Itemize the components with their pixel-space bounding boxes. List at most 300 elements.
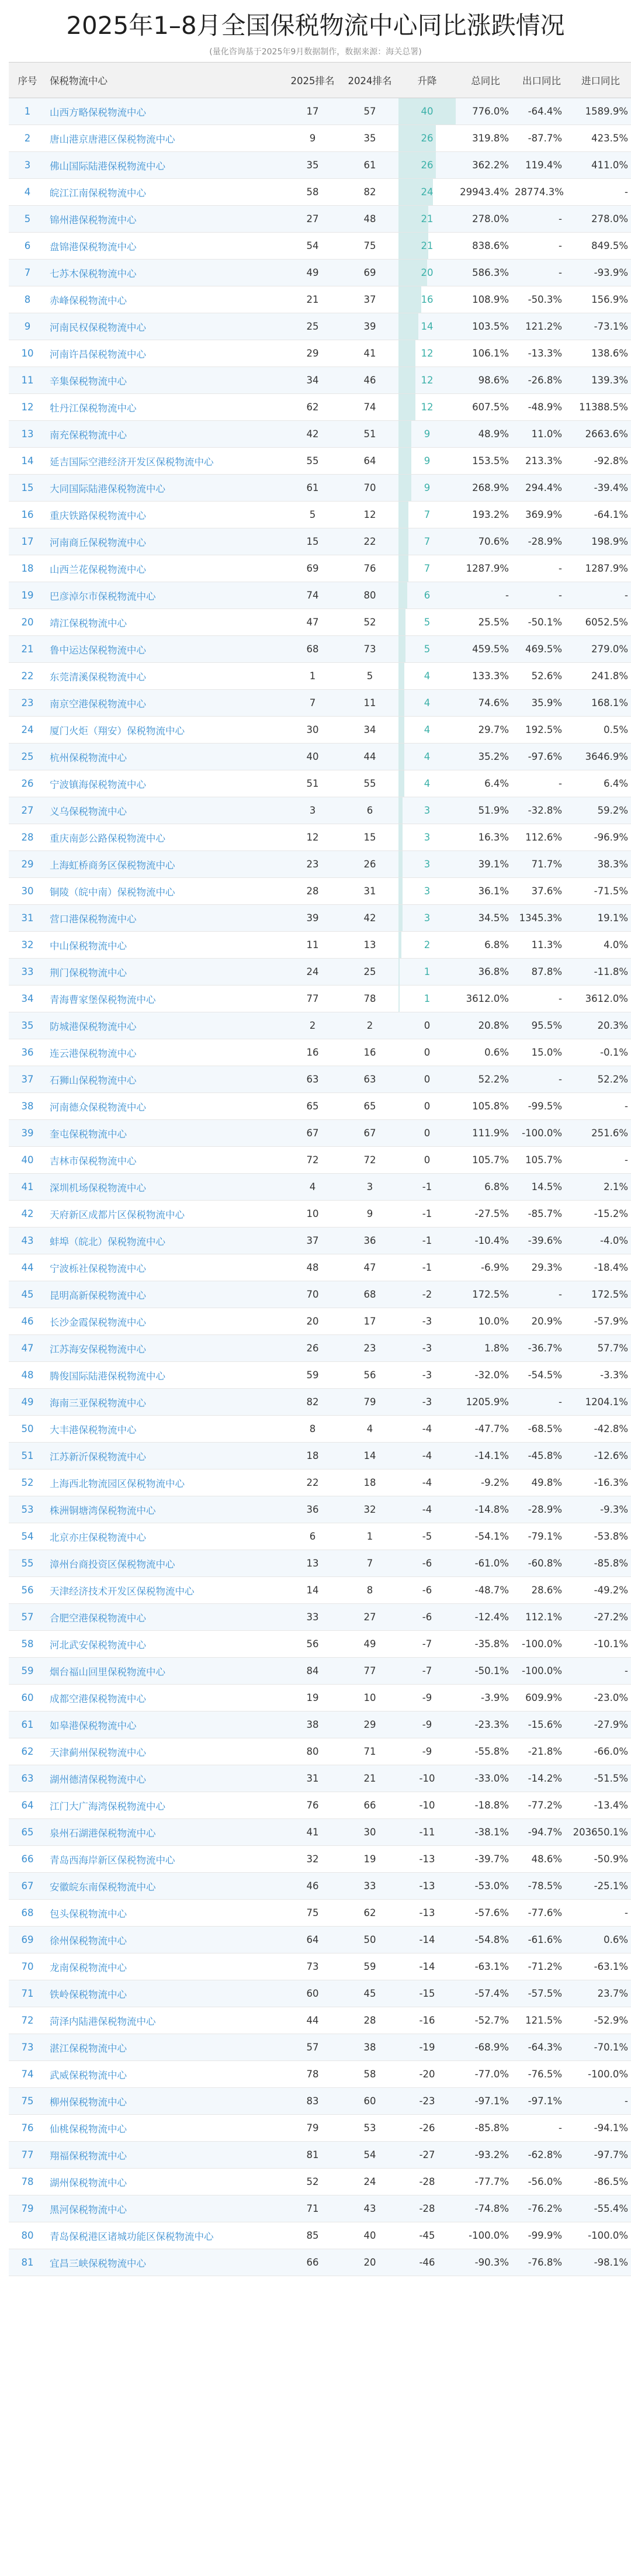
cell-index: 52 — [9, 1469, 46, 1496]
header-center-name: 保税物流中心 — [46, 63, 284, 98]
rank-change-value: -19 — [419, 2042, 435, 2053]
rank-change-bar — [398, 582, 407, 608]
cell-rank-2024: 13 — [341, 932, 398, 959]
cell-total-yoy: 459.5% — [456, 636, 515, 663]
cell-rank-change — [398, 959, 456, 986]
cell-import-yoy: -70.1% — [568, 2034, 631, 2061]
cell-import-yoy: -53.8% — [568, 1523, 631, 1550]
cell-export-yoy: 121.2% — [515, 313, 568, 340]
cell-total-yoy: 362.2% — [456, 152, 515, 179]
cell-import-yoy: -100.0% — [568, 2061, 631, 2088]
cell-index: 51 — [9, 1443, 46, 1469]
cell-total-yoy: 0.6% — [456, 1039, 515, 1066]
header-rank-change: 升降 — [398, 63, 456, 98]
rank-change-value: 9 — [424, 428, 431, 440]
cell-export-yoy: 29.3% — [515, 1254, 568, 1281]
cell-total-yoy: -77.0% — [456, 2061, 515, 2088]
cell-total-yoy: 29.7% — [456, 717, 515, 744]
cell-total-yoy: 111.9% — [456, 1120, 515, 1147]
cell-index: 42 — [9, 1201, 46, 1228]
cell-total-yoy: -14.8% — [456, 1496, 515, 1523]
cell-index: 35 — [9, 1012, 46, 1039]
cell-import-yoy: -4.0% — [568, 1228, 631, 1254]
cell-import-yoy: -94.1% — [568, 2115, 631, 2142]
cell-import-yoy: 4.0% — [568, 932, 631, 959]
cell-total-yoy: 106.1% — [456, 340, 515, 367]
rank-change-value: -28 — [419, 2203, 435, 2214]
cell-import-yoy: -98.1% — [568, 2249, 631, 2276]
cell-rank-2025: 6 — [284, 1523, 341, 1550]
cell-rank-2025: 32 — [284, 1846, 341, 1873]
cell-center-name: 成都空港保税物流中心 — [46, 1685, 284, 1711]
cell-center-name: 重庆南彭公路保税物流中心 — [46, 824, 284, 851]
cell-total-yoy: 98.6% — [456, 367, 515, 394]
cell-import-yoy: -49.2% — [568, 1577, 631, 1604]
cell-export-yoy: -56.0% — [515, 2169, 568, 2195]
cell-rank-2025: 18 — [284, 1443, 341, 1469]
cell-center-name: 吉林市保税物流中心 — [46, 1147, 284, 1174]
cell-index: 2 — [9, 125, 46, 152]
rank-change-value: 4 — [424, 751, 431, 762]
table-row — [9, 1201, 631, 1228]
rank-change-bar — [398, 609, 405, 635]
cell-rank-2025: 26 — [284, 1335, 341, 1362]
cell-import-yoy: 198.9% — [568, 528, 631, 555]
cell-rank-2024: 67 — [341, 1120, 398, 1147]
cell-rank-2025: 19 — [284, 1685, 341, 1711]
cell-rank-change — [398, 824, 456, 851]
cell-export-yoy: 48.6% — [515, 1846, 568, 1873]
rank-change-value: 7 — [424, 536, 431, 547]
cell-center-name: 辛集保税物流中心 — [46, 367, 284, 394]
cell-import-yoy: -42.8% — [568, 1416, 631, 1443]
table-row — [9, 1120, 631, 1147]
cell-import-yoy: 38.3% — [568, 851, 631, 878]
cell-center-name: 湛江保税物流中心 — [46, 2034, 284, 2061]
cell-rank-2024: 14 — [341, 1443, 398, 1469]
rank-change-value: 7 — [424, 563, 431, 574]
cell-export-yoy: 28774.3% — [515, 179, 568, 206]
table-row — [9, 878, 631, 905]
rank-change-value: 16 — [421, 294, 434, 305]
table-row — [9, 2034, 631, 2061]
cell-index: 8 — [9, 286, 46, 313]
cell-import-yoy: 1287.9% — [568, 555, 631, 582]
cell-index: 12 — [9, 394, 46, 421]
cell-rank-2024: 65 — [341, 1093, 398, 1120]
cell-export-yoy: -68.5% — [515, 1416, 568, 1443]
cell-rank-change — [398, 797, 456, 824]
cell-import-yoy: -85.8% — [568, 1550, 631, 1577]
cell-center-name: 荆门保税物流中心 — [46, 959, 284, 986]
rank-change-bar — [398, 959, 400, 985]
rank-change-bar — [398, 905, 403, 931]
cell-center-name: 青岛西海岸新区保税物流中心 — [46, 1846, 284, 1873]
rank-change-value: -1 — [422, 1208, 432, 1219]
cell-total-yoy: 776.0% — [456, 98, 515, 125]
cell-total-yoy: 70.6% — [456, 528, 515, 555]
cell-import-yoy: 411.0% — [568, 152, 631, 179]
cell-export-yoy: - — [515, 260, 568, 286]
cell-import-yoy: 251.6% — [568, 1120, 631, 1147]
cell-index: 25 — [9, 744, 46, 770]
cell-rank-2025: 73 — [284, 1953, 341, 1980]
cell-rank-change — [398, 555, 456, 582]
table-row — [9, 851, 631, 878]
rank-change-value: 9 — [424, 482, 431, 493]
rank-change-bar — [398, 448, 411, 474]
cell-import-yoy: - — [568, 1093, 631, 1120]
rank-change-value: -45 — [419, 2230, 435, 2241]
cell-center-name: 包头保税物流中心 — [46, 1900, 284, 1927]
cell-rank-2024: 35 — [341, 125, 398, 152]
rank-change-value: -20 — [419, 2069, 435, 2080]
cell-export-yoy: -94.7% — [515, 1819, 568, 1846]
cell-index: 23 — [9, 690, 46, 717]
cell-rank-change — [398, 1873, 456, 1900]
cell-total-yoy: 35.2% — [456, 744, 515, 770]
table-row — [9, 1389, 631, 1416]
cell-rank-2025: 56 — [284, 1631, 341, 1658]
cell-import-yoy: 57.7% — [568, 1335, 631, 1362]
table-row — [9, 448, 631, 475]
cell-rank-2025: 58 — [284, 179, 341, 206]
cell-rank-2024: 21 — [341, 1765, 398, 1792]
cell-index: 46 — [9, 1308, 46, 1335]
cell-center-name: 天津经济技术开发区保税物流中心 — [46, 1577, 284, 1604]
cell-total-yoy: -35.8% — [456, 1631, 515, 1658]
cell-import-yoy: -10.1% — [568, 1631, 631, 1658]
rank-change-value: -4 — [422, 1423, 432, 1434]
cell-total-yoy: 36.8% — [456, 959, 515, 986]
cell-import-yoy: 156.9% — [568, 286, 631, 313]
cell-rank-2024: 80 — [341, 582, 398, 609]
cell-rank-change — [398, 1523, 456, 1550]
cell-rank-2024: 7 — [341, 1550, 398, 1577]
cell-total-yoy: -27.5% — [456, 1201, 515, 1228]
table-row — [9, 744, 631, 770]
cell-import-yoy: 241.8% — [568, 663, 631, 690]
cell-rank-2025: 3 — [284, 797, 341, 824]
cell-export-yoy: 1345.3% — [515, 905, 568, 932]
cell-export-yoy: -48.9% — [515, 394, 568, 421]
cell-import-yoy: -63.1% — [568, 1953, 631, 1980]
cell-center-name: 鲁中运达保税物流中心 — [46, 636, 284, 663]
cell-rank-2025: 1 — [284, 663, 341, 690]
cell-rank-change — [398, 744, 456, 770]
cell-center-name: 奎屯保税物流中心 — [46, 1120, 284, 1147]
cell-total-yoy: -90.3% — [456, 2249, 515, 2276]
rank-change-value: 4 — [424, 778, 431, 789]
cell-total-yoy: -52.7% — [456, 2007, 515, 2034]
cell-rank-2024: 41 — [341, 340, 398, 367]
cell-index: 41 — [9, 1174, 46, 1201]
cell-total-yoy: 105.8% — [456, 1093, 515, 1120]
cell-rank-change — [398, 905, 456, 932]
cell-index: 68 — [9, 1900, 46, 1927]
cell-rank-change — [398, 1066, 456, 1093]
cell-import-yoy: -66.0% — [568, 1738, 631, 1765]
cell-export-yoy: -99.5% — [515, 1093, 568, 1120]
cell-rank-change — [398, 851, 456, 878]
cell-total-yoy: 34.5% — [456, 905, 515, 932]
cell-rank-2024: 45 — [341, 1980, 398, 2007]
cell-total-yoy: -85.8% — [456, 2115, 515, 2142]
cell-index: 29 — [9, 851, 46, 878]
cell-rank-2024: 5 — [341, 663, 398, 690]
cell-rank-2024: 66 — [341, 1792, 398, 1819]
cell-rank-change — [398, 1362, 456, 1389]
rank-change-value: -6 — [422, 1558, 432, 1569]
cell-export-yoy: -57.5% — [515, 1980, 568, 2007]
cell-export-yoy: -13.3% — [515, 340, 568, 367]
cell-rank-2024: 46 — [341, 367, 398, 394]
table-row — [9, 313, 631, 340]
cell-index: 69 — [9, 1927, 46, 1953]
cell-export-yoy: 15.0% — [515, 1039, 568, 1066]
table-row — [9, 1093, 631, 1120]
cell-rank-2024: 64 — [341, 448, 398, 475]
cell-rank-2025: 47 — [284, 609, 341, 636]
cell-rank-2025: 51 — [284, 770, 341, 797]
cell-rank-change — [398, 1496, 456, 1523]
cell-rank-change — [398, 340, 456, 367]
cell-export-yoy: 112.6% — [515, 824, 568, 851]
cell-rank-2025: 29 — [284, 340, 341, 367]
cell-rank-change — [398, 2115, 456, 2142]
cell-export-yoy: 52.6% — [515, 663, 568, 690]
cell-import-yoy: 138.6% — [568, 340, 631, 367]
rank-change-value: -13 — [419, 1854, 435, 1865]
cell-index: 20 — [9, 609, 46, 636]
table-header-row — [9, 63, 631, 98]
cell-rank-2025: 11 — [284, 932, 341, 959]
cell-rank-2024: 27 — [341, 1604, 398, 1631]
cell-center-name: 佛山国际陆港保税物流中心 — [46, 152, 284, 179]
cell-center-name: 宜昌三峡保税物流中心 — [46, 2249, 284, 2276]
cell-rank-2024: 74 — [341, 394, 398, 421]
cell-index: 80 — [9, 2222, 46, 2249]
cell-export-yoy: -28.9% — [515, 528, 568, 555]
cell-rank-2024: 61 — [341, 152, 398, 179]
cell-rank-2024: 44 — [341, 744, 398, 770]
cell-total-yoy: 3612.0% — [456, 986, 515, 1012]
cell-rank-change — [398, 125, 456, 152]
cell-total-yoy: 6.8% — [456, 932, 515, 959]
cell-export-yoy: -15.6% — [515, 1711, 568, 1738]
header-export-yoy: 出口同比 — [515, 63, 568, 98]
rank-change-value: 0 — [424, 1074, 431, 1085]
cell-total-yoy: -63.1% — [456, 1953, 515, 1980]
cell-import-yoy: 19.1% — [568, 905, 631, 932]
rank-change-bar — [398, 340, 415, 366]
cell-total-yoy: -61.0% — [456, 1550, 515, 1577]
cell-index: 26 — [9, 770, 46, 797]
rank-change-value: 12 — [421, 375, 434, 386]
cell-total-yoy: 105.7% — [456, 1147, 515, 1174]
page-title: 2025年1–8月全国保税物流中心同比涨跌情况 — [66, 11, 565, 40]
table-row — [9, 1550, 631, 1577]
cell-center-name: 泉州石湖港保税物流中心 — [46, 1819, 284, 1846]
cell-rank-2025: 72 — [284, 1147, 341, 1174]
cell-export-yoy: -54.5% — [515, 1362, 568, 1389]
rank-change-value: 21 — [421, 240, 434, 251]
cell-index: 43 — [9, 1228, 46, 1254]
cell-rank-2025: 70 — [284, 1281, 341, 1308]
cell-rank-change — [398, 1685, 456, 1711]
rank-change-bar — [398, 986, 400, 1012]
cell-center-name: 柳州保税物流中心 — [46, 2088, 284, 2115]
cell-export-yoy: - — [515, 1066, 568, 1093]
cell-index: 24 — [9, 717, 46, 744]
cell-index: 11 — [9, 367, 46, 394]
ranking-table — [9, 62, 631, 2276]
cell-rank-change — [398, 1577, 456, 1604]
table-row — [9, 1228, 631, 1254]
cell-index: 37 — [9, 1066, 46, 1093]
cell-rank-change — [398, 1846, 456, 1873]
rank-change-value: 4 — [424, 724, 431, 735]
rank-change-value: -3 — [422, 1396, 432, 1408]
cell-total-yoy: 607.5% — [456, 394, 515, 421]
cell-rank-change — [398, 448, 456, 475]
cell-import-yoy: 6052.5% — [568, 609, 631, 636]
cell-rank-change — [398, 367, 456, 394]
cell-import-yoy: - — [568, 1658, 631, 1685]
rank-change-value: -9 — [422, 1746, 432, 1757]
cell-index: 74 — [9, 2061, 46, 2088]
cell-center-name: 石狮山保税物流中心 — [46, 1066, 284, 1093]
table-row — [9, 1523, 631, 1550]
cell-rank-change — [398, 609, 456, 636]
table-row — [9, 1658, 631, 1685]
cell-rank-2025: 80 — [284, 1738, 341, 1765]
cell-rank-2024: 62 — [341, 1900, 398, 1927]
cell-index: 44 — [9, 1254, 46, 1281]
rank-change-bar — [398, 717, 404, 743]
rank-change-value: 21 — [421, 213, 434, 224]
cell-rank-change — [398, 2169, 456, 2195]
cell-center-name: 龙南保税物流中心 — [46, 1953, 284, 1980]
cell-index: 5 — [9, 206, 46, 233]
cell-import-yoy: 203650.1% — [568, 1819, 631, 1846]
cell-rank-2025: 59 — [284, 1362, 341, 1389]
cell-rank-change — [398, 1658, 456, 1685]
cell-rank-2025: 74 — [284, 582, 341, 609]
cell-rank-change — [398, 286, 456, 313]
rank-change-value: 4 — [424, 670, 431, 682]
cell-rank-2024: 20 — [341, 2249, 398, 2276]
cell-index: 66 — [9, 1846, 46, 1873]
rank-change-bar — [398, 367, 415, 393]
cell-export-yoy: - — [515, 233, 568, 260]
cell-index: 22 — [9, 663, 46, 690]
rank-change-value: -13 — [419, 1880, 435, 1892]
cell-center-name: 合肥空港保税物流中心 — [46, 1604, 284, 1631]
cell-rank-change — [398, 1416, 456, 1443]
cell-center-name: 中山保税物流中心 — [46, 932, 284, 959]
cell-total-yoy: 1.8% — [456, 1335, 515, 1362]
cell-export-yoy: 11.0% — [515, 421, 568, 448]
cell-rank-change — [398, 1900, 456, 1927]
table-row — [9, 2169, 631, 2195]
cell-rank-change — [398, 1604, 456, 1631]
table-row — [9, 1711, 631, 1738]
cell-import-yoy: 139.3% — [568, 367, 631, 394]
cell-center-name: 上海虹桥商务区保税物流中心 — [46, 851, 284, 878]
rank-change-value: -7 — [422, 1638, 432, 1650]
cell-rank-2025: 46 — [284, 1873, 341, 1900]
cell-export-yoy: -100.0% — [515, 1658, 568, 1685]
cell-rank-2025: 52 — [284, 2169, 341, 2195]
cell-rank-2025: 15 — [284, 528, 341, 555]
rank-change-value: 24 — [421, 186, 434, 198]
cell-index: 17 — [9, 528, 46, 555]
cell-total-yoy: 319.8% — [456, 125, 515, 152]
cell-rank-change — [398, 1443, 456, 1469]
cell-total-yoy: -57.4% — [456, 1980, 515, 2007]
cell-rank-change — [398, 475, 456, 502]
cell-rank-2025: 79 — [284, 2115, 341, 2142]
cell-rank-2024: 69 — [341, 260, 398, 286]
cell-center-name: 南充保税物流中心 — [46, 421, 284, 448]
cell-center-name: 锦州港保税物流中心 — [46, 206, 284, 233]
rank-change-value: -6 — [422, 1612, 432, 1623]
cell-import-yoy: -97.7% — [568, 2142, 631, 2169]
rank-change-value: -1 — [422, 1262, 432, 1273]
cell-rank-2024: 26 — [341, 851, 398, 878]
cell-center-name: 腾俊国际陆港保税物流中心 — [46, 1362, 284, 1389]
cell-center-name: 江门大广海湾保税物流中心 — [46, 1792, 284, 1819]
cell-rank-2025: 39 — [284, 905, 341, 932]
cell-import-yoy: 172.5% — [568, 1281, 631, 1308]
cell-import-yoy: -50.9% — [568, 1846, 631, 1873]
table-row — [9, 1039, 631, 1066]
cell-index: 65 — [9, 1819, 46, 1846]
cell-rank-change — [398, 1174, 456, 1201]
cell-import-yoy: -96.9% — [568, 824, 631, 851]
cell-center-name: 铁岭保税物流中心 — [46, 1980, 284, 2007]
cell-import-yoy: 2.1% — [568, 1174, 631, 1201]
cell-export-yoy: 35.9% — [515, 690, 568, 717]
cell-center-name: 翔福保税物流中心 — [46, 2142, 284, 2169]
cell-total-yoy: -48.7% — [456, 1577, 515, 1604]
rank-change-value: 12 — [421, 402, 434, 413]
table-row — [9, 690, 631, 717]
rank-change-bar — [398, 797, 403, 824]
rank-change-value: -27 — [419, 2149, 435, 2160]
cell-total-yoy: -23.3% — [456, 1711, 515, 1738]
table-row — [9, 2222, 631, 2249]
cell-center-name: 重庆铁路保税物流中心 — [46, 502, 284, 528]
cell-rank-2025: 35 — [284, 152, 341, 179]
cell-import-yoy: -11.8% — [568, 959, 631, 986]
cell-rank-2024: 24 — [341, 2169, 398, 2195]
cell-center-name: 安徽皖东南保税物流中心 — [46, 1873, 284, 1900]
cell-export-yoy: - — [515, 770, 568, 797]
table-row — [9, 394, 631, 421]
table-row — [9, 421, 631, 448]
cell-export-yoy: 369.9% — [515, 502, 568, 528]
cell-export-yoy: 11.3% — [515, 932, 568, 959]
cell-total-yoy: 25.5% — [456, 609, 515, 636]
rank-change-bar — [398, 932, 401, 958]
cell-center-name: 南京空港保税物流中心 — [46, 690, 284, 717]
cell-rank-2025: 28 — [284, 878, 341, 905]
table-row — [9, 1980, 631, 2007]
cell-center-name: 江苏新沂保税物流中心 — [46, 1443, 284, 1469]
rank-change-value: -4 — [422, 1450, 432, 1461]
